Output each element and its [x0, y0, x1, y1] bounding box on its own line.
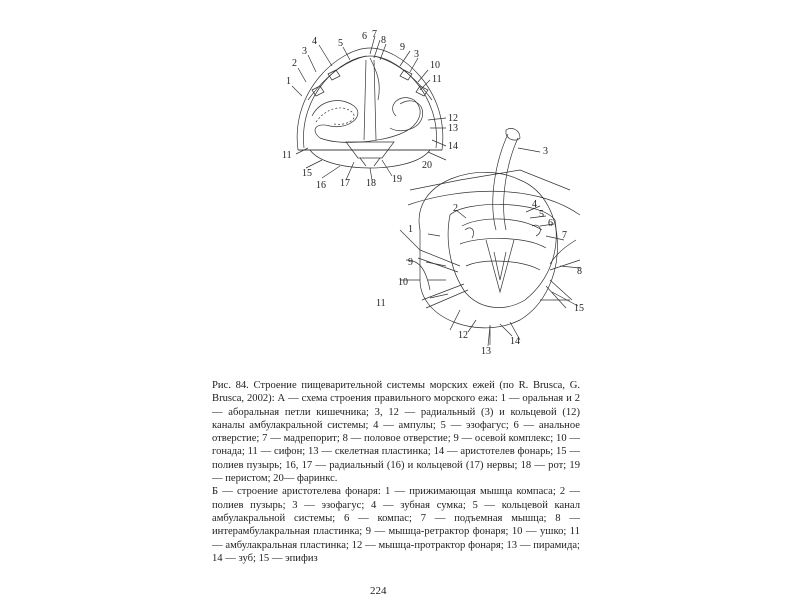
- label-b: 7: [562, 230, 567, 241]
- label-a: 3: [414, 49, 419, 60]
- label-b: 5: [539, 209, 544, 220]
- label-b: 13: [481, 346, 491, 357]
- label-a: 9: [400, 42, 405, 53]
- label-b: 11: [376, 298, 386, 309]
- label-a: 14: [448, 141, 458, 152]
- label-a: 18: [366, 178, 376, 189]
- label-b: 3: [543, 146, 548, 157]
- label-a: 8: [381, 35, 386, 46]
- label-b: 1: [408, 224, 413, 235]
- label-a: 12: [448, 113, 458, 124]
- drawing-b-aristotle-lantern: [376, 128, 584, 357]
- label-a: 5: [338, 38, 343, 49]
- label-a: 20: [422, 160, 432, 171]
- label-a: 3: [302, 46, 307, 57]
- label-a: 11: [282, 150, 292, 161]
- label-b: 14: [510, 336, 520, 347]
- label-a: 19: [392, 174, 402, 185]
- label-a: 13: [448, 123, 458, 134]
- label-a: 17: [340, 178, 350, 189]
- figure-caption: [212, 379, 580, 565]
- label-a: 7: [372, 30, 377, 40]
- page-number: 224: [370, 585, 387, 597]
- label-b: 12: [458, 330, 468, 341]
- label-b: 9: [408, 257, 413, 268]
- caption-part-b: Б — строение аристотелева фонаря: 1 — прижимающая мышца компаса; 2 — полиев пузырь; 3 — эзофагус; 4 — зубная сумка; 5 — кольцевой канал амбулакральной системы; 6 — компас; 7 — подъемная мышца; 8 — интерамбулакральная пластинка; 9 — мышца-ретрактор фонаря; 10 — ушко; 11 — амбулакральная пластинка; 12 — мышца-протрактор фонаря; 13 — пирамида; 14 — зуб; 15 — эпифиз: [212, 486, 580, 564]
- figure-illustration: [250, 30, 610, 370]
- label-a: 10: [430, 60, 440, 71]
- label-a: 4: [312, 36, 317, 47]
- drawing-a-urchin-section: [282, 30, 458, 191]
- label-a: 2: [292, 58, 297, 69]
- label-b: 2: [453, 203, 458, 214]
- label-b: 4: [532, 199, 537, 210]
- label-b: 8: [577, 266, 582, 277]
- label-a: 1: [286, 76, 291, 87]
- label-a: 15: [302, 168, 312, 179]
- label-b: 10: [398, 277, 408, 288]
- label-a: 6: [362, 31, 367, 42]
- label-a: 11: [432, 74, 442, 85]
- label-a: 16: [316, 180, 326, 191]
- label-b: 15: [574, 303, 584, 314]
- caption-part-a: Рис. 84. Строение пищеварительной системы морских ежей (по R. Brusca, G. Brusca, 2002): А — схема строения правильного морского ежа: 1 — оральная и 2 — аборальная петли кишечника; 3, 12 — радиальный (3) и кольцевой (12) каналы амбулакральной системы; 4 — ампулы; 5 — эзофагус; 6 — анальное отверстие; 7 — мадрепорит; 8 — половое отверстие; 9 — осевой комплекс; 10 — гонада; 11 — сифон; 13 — скелетная пластинка; 14 — аристотелев фонарь; 15 — полиев пузырь; 16, 17 — радиальный (16) и кольцевой (17) нервы; 18 — рот; 19 — перистом; 20— фаринкс.: [212, 380, 580, 485]
- label-b: 6: [548, 218, 553, 229]
